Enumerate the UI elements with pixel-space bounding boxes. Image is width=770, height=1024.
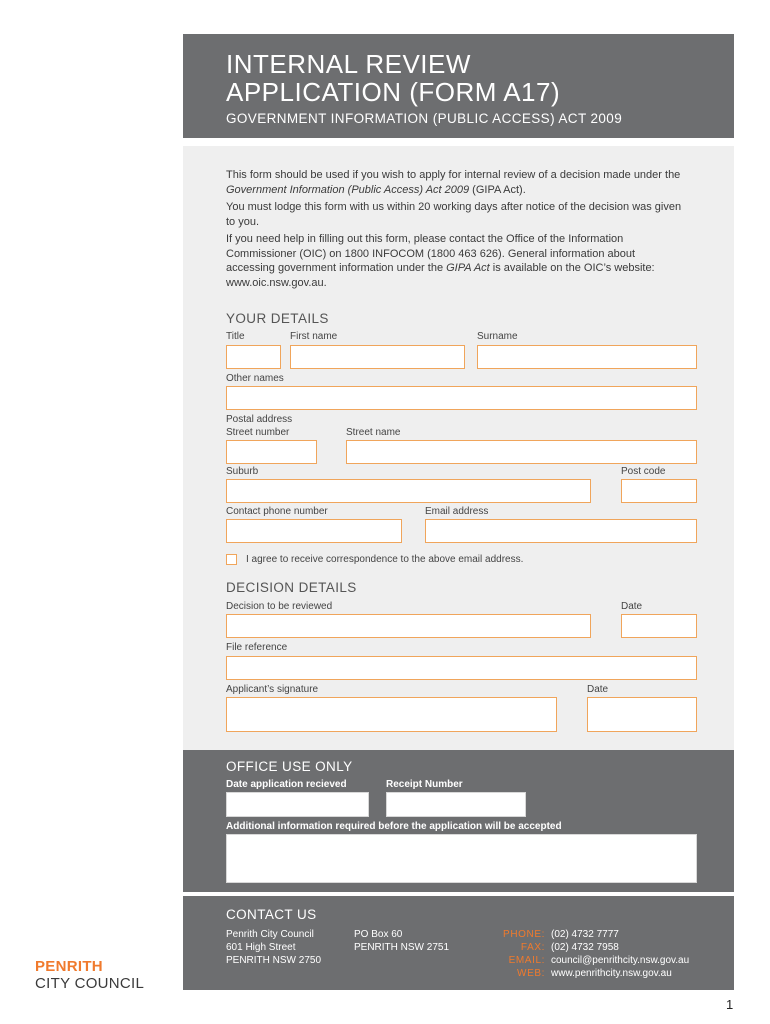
suburb-label: Suburb — [226, 466, 259, 477]
web-value[interactable]: www.penrithcity.nsw.gov.au — [551, 968, 672, 979]
fax-value: (02) 4732 7958 — [551, 942, 619, 953]
title-label: Title — [226, 331, 245, 342]
date-received-label: Date application recieved — [226, 779, 347, 790]
address-line: PENRITH NSW 2751 — [354, 942, 450, 953]
form-header — [183, 34, 734, 138]
receipt-number-label: Receipt Number — [386, 779, 463, 790]
intro-paragraph-3: If you need help in filling out this form, please contact the Office of the Information Commissioner (OIC) on 1800 INFOCOM (1800 463 626). General information about accessing government information under the GIPA Act is available on the OIC’s website: www.oic.nsw.gov.au. — [226, 233, 655, 289]
street-number-label: Street number — [226, 427, 290, 438]
fax-key: FAX: — [520, 942, 545, 953]
contact-keys — [483, 928, 545, 980]
council-logo-line1: PENRITH — [35, 958, 103, 975]
form-title — [226, 50, 560, 106]
email-label: Email address — [425, 506, 489, 517]
signature-field[interactable] — [226, 697, 557, 732]
agree-label: I agree to receive correspondence to the above email address. — [246, 554, 524, 565]
street-number-field[interactable] — [226, 440, 317, 464]
decision-date-label: Date — [621, 601, 643, 612]
contact-values — [551, 928, 689, 980]
signature-label: Applicant’s signature — [226, 684, 319, 695]
office-use-heading: OFFICE USE ONLY — [226, 759, 353, 774]
decision-field[interactable] — [226, 614, 591, 638]
address-line: PO Box 60 — [354, 929, 403, 940]
email-key: EMAIL: — [508, 955, 545, 966]
surname-field[interactable] — [477, 345, 697, 369]
other-names-label: Other names — [226, 373, 284, 384]
title-field[interactable] — [226, 345, 281, 369]
surname-label: Surname — [477, 331, 518, 342]
postal-address-label: Postal address — [226, 414, 293, 425]
page-number: 1 — [726, 997, 734, 1012]
additional-info-field[interactable] — [226, 834, 697, 883]
address-line: Penrith City Council — [226, 929, 314, 940]
decision-details-heading: DECISION DETAILS — [226, 580, 357, 595]
post-code-field[interactable] — [621, 479, 697, 503]
contact-address-1 — [226, 928, 321, 967]
additional-info-label: Additional information required before the application will be accepted — [226, 821, 562, 832]
form-title-line2: APPLICATION (FORM A17) — [226, 77, 561, 107]
date-received-field[interactable] — [226, 792, 369, 817]
post-code-label: Post code — [621, 466, 666, 477]
receipt-number-field[interactable] — [386, 792, 526, 817]
decision-label: Decision to be reviewed — [226, 601, 333, 612]
file-reference-field[interactable] — [226, 656, 697, 680]
office-use-panel — [183, 750, 734, 892]
form-subtitle: GOVERNMENT INFORMATION (PUBLIC ACCESS) ACT 2009 — [226, 111, 623, 126]
intro-paragraph-2: You must lodge this form with us within 20 working days after notice of the decision was given to you. — [226, 201, 682, 228]
signature-date-label: Date — [587, 684, 609, 695]
form-title-line1: INTERNAL REVIEW — [226, 49, 471, 79]
street-name-label: Street name — [346, 427, 401, 438]
contact-panel — [183, 896, 734, 990]
contact-heading: CONTACT US — [226, 907, 317, 922]
web-key: WEB: — [517, 968, 545, 979]
phone-label: Contact phone number — [226, 506, 328, 517]
intro-text — [226, 168, 686, 293]
council-logo-line2: CITY COUNCIL — [35, 975, 145, 992]
agree-checkbox[interactable] — [226, 554, 237, 565]
form-body — [183, 146, 734, 750]
your-details-heading: YOUR DETAILS — [226, 311, 329, 326]
intro-paragraph-1: This form should be used if you wish to apply for internal review of a decision made under the Government Information (Public Access) Act 2009 (GIPA Act). — [226, 169, 681, 196]
phone-value: (02) 4732 7777 — [551, 929, 619, 940]
decision-date-field[interactable] — [621, 614, 697, 638]
address-line: PENRITH NSW 2750 — [226, 955, 322, 966]
contact-address-2 — [354, 928, 449, 954]
email-value[interactable]: council@penrithcity.nsw.gov.au — [551, 955, 690, 966]
first-name-label: First name — [290, 331, 338, 342]
phone-field[interactable] — [226, 519, 402, 543]
file-reference-label: File reference — [226, 642, 288, 653]
other-names-field[interactable] — [226, 386, 697, 410]
first-name-field[interactable] — [290, 345, 465, 369]
address-line: 601 High Street — [226, 942, 296, 953]
email-field[interactable] — [425, 519, 697, 543]
signature-date-field[interactable] — [587, 697, 697, 732]
suburb-field[interactable] — [226, 479, 591, 503]
phone-key: PHONE: — [503, 929, 545, 940]
street-name-field[interactable] — [346, 440, 697, 464]
